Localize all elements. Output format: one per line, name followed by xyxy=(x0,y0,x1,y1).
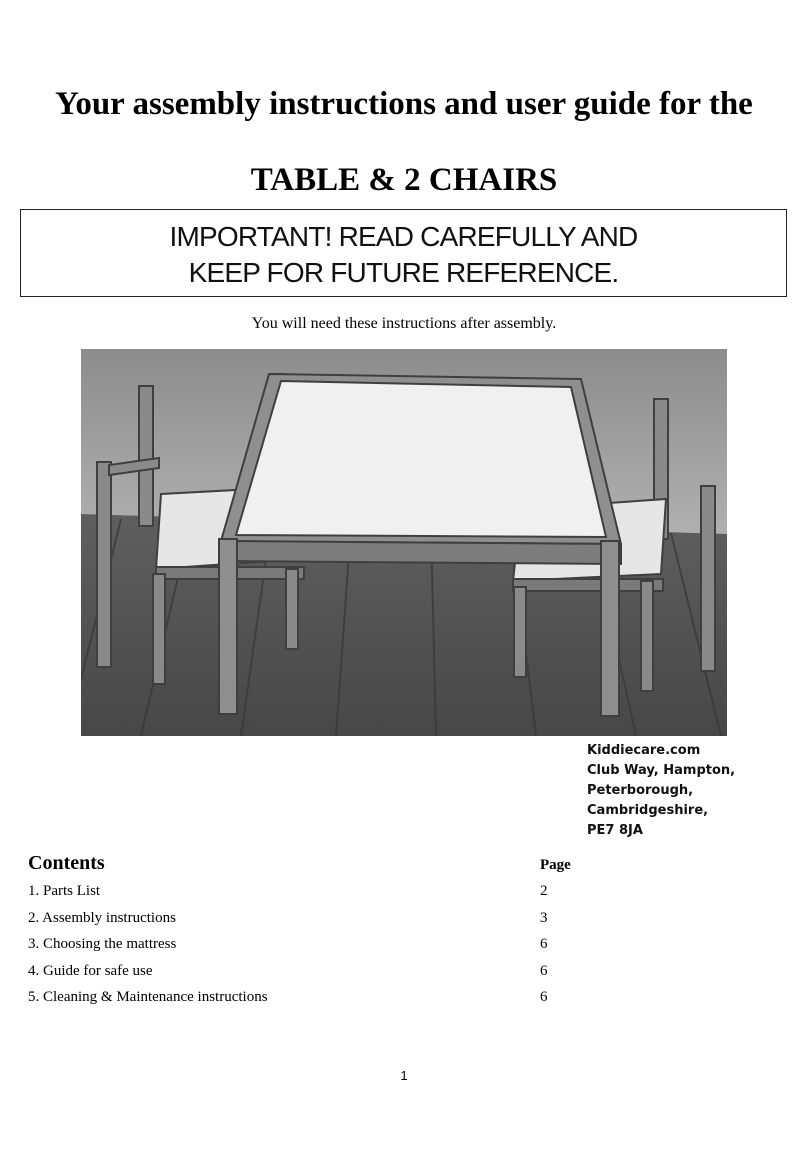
toc-row xyxy=(28,989,588,1011)
address-line: Kiddiecare.com xyxy=(587,743,701,758)
company-address xyxy=(587,741,735,841)
toc-row xyxy=(28,963,588,985)
toc-row xyxy=(28,883,588,905)
toc-item-label: 5. Cleaning & Maintenance instructions xyxy=(28,989,268,1005)
toc-item-label: 2. Assembly instructions xyxy=(28,910,176,926)
address-line: Club Way, Hampton, xyxy=(587,763,736,778)
product-photo xyxy=(81,349,727,736)
address-line: Cambridgeshire, xyxy=(587,803,709,818)
notice-line-1: IMPORTANT! READ CAREFULLY AND xyxy=(169,221,638,252)
contents-heading: Contents xyxy=(28,852,105,874)
toc-item-page: 6 xyxy=(540,963,548,979)
toc-item-label: 4. Guide for safe use xyxy=(28,963,153,979)
toc-item-page: 3 xyxy=(540,910,548,926)
toc-item-page: 2 xyxy=(540,883,548,899)
toc-row xyxy=(28,910,588,932)
page-number: 1 xyxy=(400,1068,408,1083)
important-notice-box xyxy=(20,209,787,297)
notice-line-2: KEEP FOR FUTURE REFERENCE. xyxy=(188,257,619,288)
address-line: PE7 8JA xyxy=(587,823,643,838)
toc-row xyxy=(28,936,588,958)
toc-item-label: 3. Choosing the mattress xyxy=(28,936,177,952)
product-title: TABLE & 2 CHAIRS xyxy=(250,162,558,198)
toc-item-label: 1. Parts List xyxy=(28,883,101,899)
toc-item-page: 6 xyxy=(540,989,548,1005)
instructions-note: You will need these instructions after assembly. xyxy=(251,315,557,332)
document-title: Your assembly instructions and user guide for the xyxy=(55,86,753,122)
toc-item-page: 6 xyxy=(540,936,548,952)
address-line: Peterborough, xyxy=(587,783,694,798)
page-column-heading: Page xyxy=(540,857,571,873)
